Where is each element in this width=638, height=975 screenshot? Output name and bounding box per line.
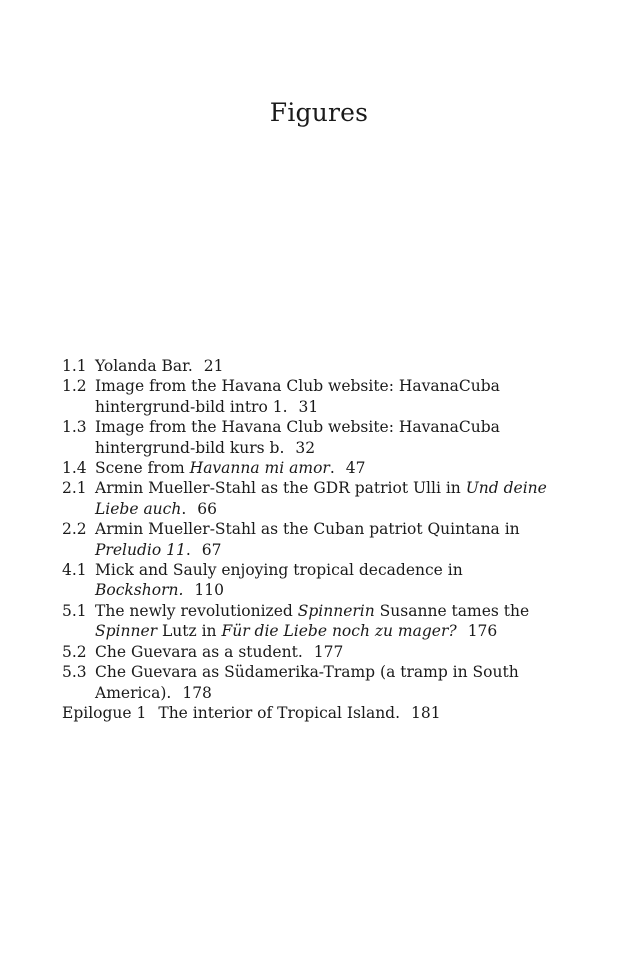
page-title: Figures [269,98,369,127]
figure-number: 2.2 [62,520,87,539]
figure-caption-title: Spinner [95,622,158,641]
figure-entry-5-2 [62,642,562,662]
figure-caption: Lutz in [157,622,222,641]
page-number: 47 [345,459,366,478]
figure-caption: . [329,459,335,478]
figure-number: 1.1 [62,357,87,375]
figure-entry-1-4 [62,458,562,478]
figure-entry-5-1 [62,601,562,642]
page-number: 177 [313,642,344,661]
figure-caption: Che Guevara as Südamerika-Tramp (a tramp in South America). [95,663,519,702]
page-number: 31 [298,397,319,416]
figure-caption: Armin Mueller-Stahl as the Cuban patriot Quintana in [95,520,520,539]
figure-entry-4-1 [62,560,562,601]
figure-number: 5.2 [62,642,87,661]
figure-caption-title: Bockshorn. [95,581,184,600]
figure-caption: . [185,540,191,559]
figure-number: Epilogue 1 [62,703,147,722]
figure-number: 1.4 [62,459,87,478]
figure-caption-title: Und deine Liebe auch [95,479,547,518]
page-number: 176 [467,622,498,641]
figure-caption: Image from the Havana Club website: HavanaCuba hintergrund-bild kurs b. [95,418,500,457]
figure-caption: The newly revolutionized [95,601,298,620]
figure-caption: Che Guevara as a student. [95,642,303,661]
figure-entry-2-2 [62,519,562,560]
figure-number: 2.1 [62,479,87,498]
page-number: 66 [197,499,218,518]
page-number: 67 [201,540,222,559]
figure-caption-title: Für die Liebe noch zu mager? [221,622,457,641]
figure-list [62,356,562,723]
figure-caption: . [181,499,187,518]
figure-caption: The interior of Tropical Island. [158,703,401,722]
figure-entry-1-1 [62,356,562,376]
page-number: 110 [194,581,224,600]
figure-entry-1-2 [62,376,562,417]
figure-entry-5-3 [62,662,562,703]
figure-entry-2-1 [62,478,562,519]
figure-caption: Scene from [95,459,190,478]
figure-caption-title: Preludio 11 [95,540,186,559]
figure-number: 5.1 [62,601,87,620]
figure-number: 4.1 [62,561,87,580]
page-number: 181 [411,703,441,722]
figure-caption: Yolanda Bar. [95,357,193,375]
figure-caption: Mick and Sauly enjoying tropical decadence in [95,561,463,580]
figure-number: 1.2 [62,377,87,396]
page-number: 178 [182,683,212,702]
figure-caption: Image from the Havana Club website: HavanaCuba hintergrund-bild intro 1. [95,377,500,416]
figure-caption: Armin Mueller-Stahl as the GDR patriot Ulli in [95,479,466,498]
figure-caption-title: Spinnerin [297,601,375,620]
figure-caption-title: Havanna mi amor [189,459,330,478]
figure-number: 1.3 [62,418,87,437]
figure-caption: Susanne tames the [374,601,530,620]
page-number: 32 [295,438,316,457]
page-number: 21 [203,357,224,375]
figure-number: 5.3 [62,663,87,682]
figure-entry-epilogue-1 [62,703,562,723]
figure-entry-1-3 [62,417,562,458]
